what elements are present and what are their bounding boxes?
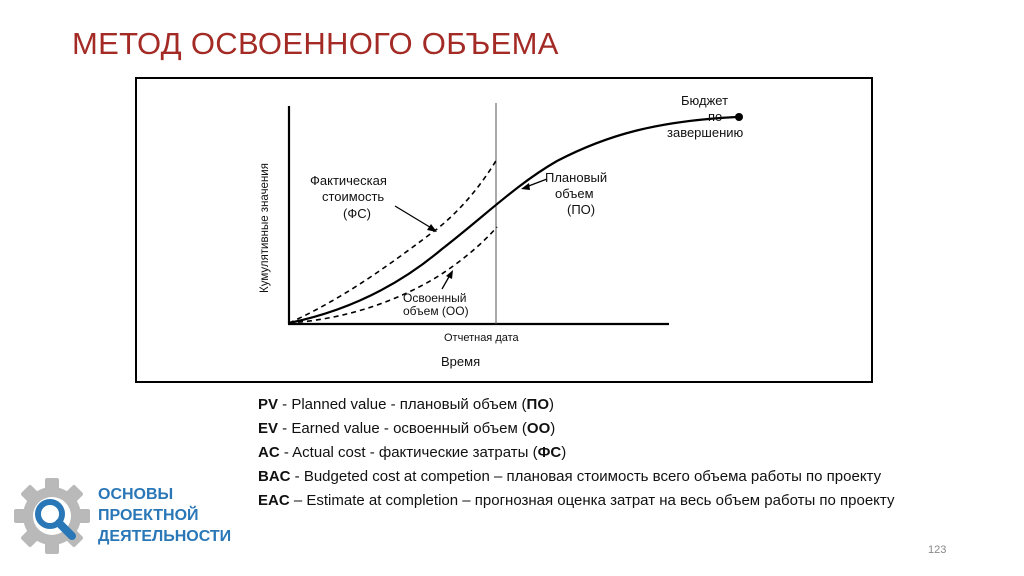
y-axis-label: Кумулятивные значения xyxy=(259,163,271,293)
diagram-svg xyxy=(137,79,871,381)
definitions-list xyxy=(258,393,948,513)
definition-tail: ) xyxy=(548,396,554,413)
bac-point xyxy=(735,113,743,121)
definition-bold: ПО xyxy=(526,396,549,413)
definition-text: - Actual cost - фактические затраты ( xyxy=(279,444,538,461)
logo-line-3: ДЕЯТЕЛЬНОСТИ xyxy=(98,528,232,545)
pv-label-line-1: Плановый xyxy=(545,170,608,185)
earned-value-diagram xyxy=(135,77,873,383)
bac-label-line-2: по xyxy=(708,109,723,124)
logo-text xyxy=(98,484,231,547)
abbr-bac: BAC xyxy=(258,468,291,485)
gear-magnifier-logo-icon xyxy=(12,476,92,556)
ac-label-line-3: (ФС) xyxy=(343,206,371,221)
pv-label-line-3: (ПО) xyxy=(567,202,596,217)
definition-bold: ОО xyxy=(526,420,551,437)
definition-bac xyxy=(258,465,948,489)
abbr-pv: PV xyxy=(258,396,279,413)
abbr-ac: AC xyxy=(258,444,280,461)
x-axis-label: Время xyxy=(441,354,481,369)
ev-label-line-2: объем (ОО) xyxy=(403,304,469,318)
slide-title: МЕТОД ОСВОЕННОГО ОБЪЕМА xyxy=(72,26,559,61)
logo-line-1: ОСНОВЫ xyxy=(98,486,174,503)
report-date-label: Отчетная дата xyxy=(444,332,519,344)
definition-ev xyxy=(258,417,948,441)
ev-label-line-1: Освоенный xyxy=(403,291,467,305)
bac-label-line-1: Бюджет xyxy=(681,93,729,108)
definition-pv xyxy=(258,393,948,417)
page-number: 123 xyxy=(928,544,947,556)
definition-text: - Planned value - плановый объем ( xyxy=(278,396,527,413)
ac-label-line-2: стоимость xyxy=(322,189,385,204)
definition-text: – Estimate at completion – прогнозная оценка затрат на весь объем работы по проекту xyxy=(289,492,895,509)
definition-tail: ) xyxy=(561,444,567,461)
definition-bold: ФС xyxy=(537,444,562,461)
bac-label-line-3: завершению xyxy=(667,125,744,140)
definition-ac xyxy=(258,441,948,465)
definition-tail: ) xyxy=(550,420,556,437)
definition-text: - Earned value - освоенный объем ( xyxy=(278,420,527,437)
ac-arrowhead xyxy=(427,224,437,232)
ac-pointer xyxy=(395,206,433,229)
definition-eac xyxy=(258,489,948,513)
abbr-ev: EV xyxy=(258,420,279,437)
ev-arrowhead xyxy=(446,270,453,279)
logo-line-2: ПРОЕКТНОЙ xyxy=(98,507,199,524)
ac-label-line-1: Фактическая xyxy=(310,173,387,188)
abbr-eac: EAC xyxy=(258,492,290,509)
pv-label-line-2: объем xyxy=(555,186,594,201)
definition-text: - Budgeted cost at competion – плановая стоимость всего объема работы по проекту xyxy=(290,468,882,485)
